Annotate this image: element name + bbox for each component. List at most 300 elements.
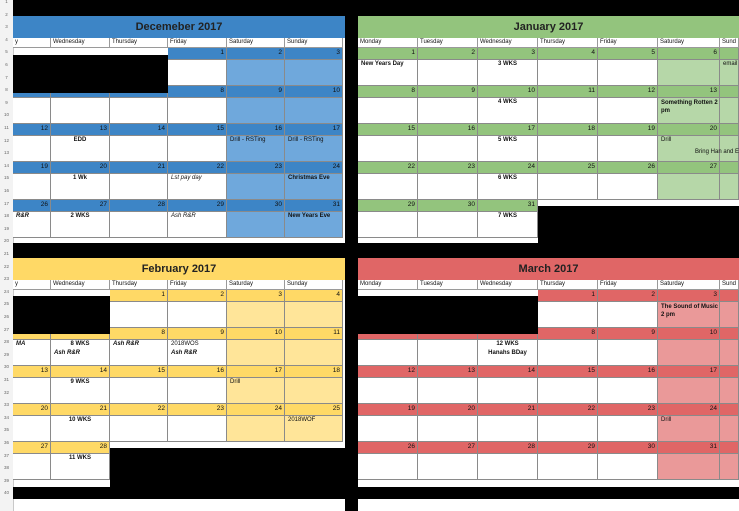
january-day-cell[interactable] bbox=[358, 136, 418, 162]
black-block bbox=[538, 206, 739, 243]
december-dayname: Saturday bbox=[227, 38, 285, 48]
january-day-number[interactable]: 16 bbox=[418, 124, 478, 136]
row-number[interactable]: 31 bbox=[3, 377, 9, 382]
row-number[interactable]: 36 bbox=[3, 440, 9, 445]
december-event: Lst pay day bbox=[171, 175, 202, 181]
january-event: New Years Day bbox=[361, 61, 404, 67]
january-day-cell[interactable] bbox=[358, 174, 418, 200]
march-day-cell[interactable] bbox=[658, 378, 720, 404]
row-number[interactable]: 13 bbox=[3, 150, 9, 156]
black-separator bbox=[13, 243, 739, 258]
january-dayname: Wednesday bbox=[478, 38, 538, 48]
january-day-cell[interactable] bbox=[358, 212, 418, 238]
march-day-number[interactable]: 15 bbox=[538, 366, 598, 378]
march-day-cell[interactable] bbox=[358, 378, 418, 404]
january-day-number[interactable]: 20 bbox=[658, 124, 720, 136]
december-day-cell[interactable] bbox=[227, 136, 285, 162]
february-day-number[interactable]: 16 bbox=[168, 366, 227, 378]
february-dayname: Thursday bbox=[110, 280, 168, 290]
february-day-cell[interactable] bbox=[51, 416, 110, 442]
march-day-number[interactable]: 20 bbox=[418, 404, 478, 416]
march-day-cell[interactable] bbox=[658, 302, 720, 328]
row-number[interactable]: 26 bbox=[3, 314, 9, 319]
black-block bbox=[110, 448, 345, 487]
march-day-cell[interactable] bbox=[598, 302, 658, 328]
row-number[interactable]: 8 bbox=[5, 87, 8, 93]
december-day-number[interactable]: 30 bbox=[227, 200, 285, 212]
march-day-cell[interactable] bbox=[538, 340, 598, 366]
row-number[interactable]: 9 bbox=[5, 99, 8, 105]
december-day-cell[interactable] bbox=[227, 212, 285, 238]
february-day-cell[interactable] bbox=[51, 454, 110, 480]
january-day-cell[interactable] bbox=[358, 60, 418, 86]
row-number[interactable]: 28 bbox=[3, 339, 9, 345]
february-day-number[interactable]: 27 bbox=[13, 442, 51, 454]
december-day-number[interactable]: 22 bbox=[168, 162, 227, 174]
march-day-cell[interactable] bbox=[358, 340, 418, 366]
january-day-number[interactable]: 19 bbox=[598, 124, 658, 136]
february-day-number[interactable]: 18 bbox=[285, 366, 343, 378]
december-event: R&R bbox=[16, 213, 29, 219]
march-day-number[interactable]: 28 bbox=[478, 442, 538, 454]
december-day-number[interactable]: 31 bbox=[285, 200, 343, 212]
january-dayname: Tuesday bbox=[418, 38, 478, 48]
december-day-cell[interactable] bbox=[285, 60, 343, 86]
february-day-cell[interactable] bbox=[110, 378, 168, 404]
december-day-cell[interactable] bbox=[51, 212, 110, 238]
february-day-cell[interactable] bbox=[13, 378, 51, 404]
january-day-number[interactable]: 11 bbox=[538, 86, 598, 98]
row-number[interactable]: 34 bbox=[3, 414, 9, 420]
march-day-number[interactable]: 30 bbox=[598, 442, 658, 454]
december-day-number[interactable]: 17 bbox=[285, 124, 343, 136]
march-day-cell[interactable] bbox=[720, 378, 739, 404]
row-number[interactable]: 18 bbox=[3, 213, 9, 219]
january-day-number[interactable]: 8 bbox=[358, 86, 418, 98]
december-day-number[interactable]: 26 bbox=[13, 200, 51, 212]
row-number[interactable]: 12 bbox=[3, 137, 9, 143]
march-day-number[interactable] bbox=[720, 404, 739, 416]
march-dayname: Wednesday bbox=[478, 280, 538, 290]
row-number[interactable]: 19 bbox=[3, 225, 9, 231]
march-day-number[interactable]: 16 bbox=[598, 366, 658, 378]
february-event: 9 WKS bbox=[70, 379, 90, 385]
february-event: Ash R&R bbox=[171, 350, 198, 356]
march-day-number[interactable]: 1 bbox=[538, 290, 598, 302]
march-day-number[interactable] bbox=[720, 366, 739, 378]
march-day-number[interactable] bbox=[720, 328, 739, 340]
december-day-cell[interactable] bbox=[285, 98, 343, 124]
december-day-cell[interactable] bbox=[168, 136, 227, 162]
march-day-number[interactable]: 14 bbox=[478, 366, 538, 378]
january-day-number[interactable]: 6 bbox=[658, 48, 720, 60]
february-day-number[interactable]: 9 bbox=[168, 328, 227, 340]
december-event: 2 WKS bbox=[70, 213, 90, 219]
row-number[interactable]: 20 bbox=[3, 238, 9, 244]
row-number[interactable]: 39 bbox=[3, 477, 9, 483]
january-day-number[interactable]: 15 bbox=[358, 124, 418, 136]
row-number[interactable]: 22 bbox=[3, 263, 9, 269]
january-day-number[interactable]: 30 bbox=[418, 200, 478, 212]
march-day-number[interactable]: 19 bbox=[358, 404, 418, 416]
march-day-cell[interactable] bbox=[478, 378, 538, 404]
march-day-number[interactable]: 3 bbox=[658, 290, 720, 302]
march-day-number[interactable]: 9 bbox=[598, 328, 658, 340]
january-day-cell[interactable] bbox=[598, 174, 658, 200]
december-day-cell[interactable] bbox=[13, 98, 51, 124]
december-day-number[interactable]: 3 bbox=[285, 48, 343, 60]
march-day-cell[interactable] bbox=[538, 416, 598, 442]
january-event: 7 WKS bbox=[497, 213, 517, 219]
february-day-number[interactable]: 1 bbox=[110, 290, 168, 302]
row-number[interactable]: 32 bbox=[3, 389, 9, 395]
january-day-cell[interactable] bbox=[658, 98, 720, 124]
december-day-cell[interactable] bbox=[285, 136, 343, 162]
december-event: Drill - RSTing bbox=[230, 137, 266, 143]
february-day-cell[interactable] bbox=[227, 416, 285, 442]
december-day-number[interactable]: 14 bbox=[110, 124, 168, 136]
december-day-cell[interactable] bbox=[227, 174, 285, 200]
march-day-cell[interactable] bbox=[418, 416, 478, 442]
march-day-number[interactable]: 24 bbox=[658, 404, 720, 416]
january-event: 4 WKS bbox=[497, 99, 517, 105]
january-day-number[interactable] bbox=[720, 48, 739, 60]
march-day-cell[interactable] bbox=[538, 302, 598, 328]
february-day-cell[interactable] bbox=[168, 302, 227, 328]
january-day-number[interactable]: 1 bbox=[358, 48, 418, 60]
january-day-number[interactable]: 24 bbox=[478, 162, 538, 174]
december-day-number[interactable]: 10 bbox=[285, 86, 343, 98]
february-dayname: Friday bbox=[168, 280, 227, 290]
december-day-number[interactable]: 19 bbox=[13, 162, 51, 174]
january-day-cell[interactable] bbox=[478, 212, 538, 238]
january-day-cell[interactable] bbox=[418, 98, 478, 124]
december-day-cell[interactable] bbox=[285, 212, 343, 238]
march-day-number[interactable] bbox=[720, 290, 739, 302]
december-day-cell[interactable] bbox=[168, 60, 227, 86]
march-day-cell[interactable] bbox=[418, 454, 478, 480]
january-day-number[interactable]: 18 bbox=[538, 124, 598, 136]
black-block bbox=[358, 296, 538, 334]
december-dayname: Friday bbox=[168, 38, 227, 48]
january-day-number[interactable]: 12 bbox=[598, 86, 658, 98]
february-day-cell[interactable] bbox=[168, 416, 227, 442]
december-day-number[interactable]: 29 bbox=[168, 200, 227, 212]
march-dayname: Monday bbox=[358, 280, 418, 290]
january-day-number[interactable]: 22 bbox=[358, 162, 418, 174]
december-day-number[interactable]: 24 bbox=[285, 162, 343, 174]
march-day-cell[interactable] bbox=[720, 340, 739, 366]
january-day-cell[interactable] bbox=[598, 60, 658, 86]
row-number[interactable]: 15 bbox=[3, 175, 9, 181]
february-day-cell[interactable] bbox=[285, 302, 343, 328]
january-day-number[interactable] bbox=[720, 86, 739, 98]
february-day-cell[interactable] bbox=[227, 378, 285, 404]
february-day-cell[interactable] bbox=[13, 416, 51, 442]
march-day-number[interactable]: 2 bbox=[598, 290, 658, 302]
december-day-number[interactable]: 12 bbox=[13, 124, 51, 136]
january-day-cell[interactable] bbox=[598, 136, 658, 162]
february-day-number[interactable]: 10 bbox=[227, 328, 285, 340]
december-day-cell[interactable] bbox=[51, 174, 110, 200]
december-day-number[interactable]: 23 bbox=[227, 162, 285, 174]
february-day-number[interactable]: 11 bbox=[285, 328, 343, 340]
march-day-number[interactable]: 8 bbox=[538, 328, 598, 340]
march-title: March 2017 bbox=[358, 258, 739, 280]
row-number[interactable]: 21 bbox=[3, 251, 9, 256]
january-day-cell[interactable] bbox=[720, 98, 739, 124]
january-day-number[interactable]: 23 bbox=[418, 162, 478, 174]
february-day-cell[interactable] bbox=[51, 340, 110, 366]
row-number[interactable]: 11 bbox=[4, 125, 9, 130]
black-separator bbox=[13, 0, 739, 16]
february-day-cell[interactable] bbox=[110, 302, 168, 328]
january-day-number[interactable]: 26 bbox=[598, 162, 658, 174]
january-extra-note: Bring Han and E bbox=[694, 149, 739, 155]
row-number[interactable]: 33 bbox=[3, 402, 9, 408]
february-day-number[interactable]: 22 bbox=[110, 404, 168, 416]
january-day-cell[interactable] bbox=[598, 98, 658, 124]
row-number[interactable]: 29 bbox=[3, 351, 9, 357]
december-day-number[interactable]: 1 bbox=[168, 48, 227, 60]
row-number[interactable]: 3 bbox=[5, 24, 8, 30]
row-number[interactable]: 1 bbox=[5, 0, 8, 4]
february-day-number[interactable]: 20 bbox=[13, 404, 51, 416]
march-day-cell[interactable] bbox=[720, 302, 739, 328]
december-day-number[interactable]: 13 bbox=[51, 124, 110, 136]
march-day-cell[interactable] bbox=[598, 416, 658, 442]
december-day-cell[interactable] bbox=[13, 174, 51, 200]
january-day-cell[interactable] bbox=[658, 174, 720, 200]
march-day-cell[interactable] bbox=[658, 340, 720, 366]
january-day-number[interactable]: 2 bbox=[418, 48, 478, 60]
december-day-number[interactable]: 20 bbox=[51, 162, 110, 174]
february-day-number[interactable]: 3 bbox=[227, 290, 285, 302]
march-day-cell[interactable] bbox=[418, 378, 478, 404]
january-day-number[interactable]: 5 bbox=[598, 48, 658, 60]
row-number[interactable]: 4 bbox=[5, 36, 8, 42]
march-day-cell[interactable] bbox=[658, 454, 720, 480]
row-number[interactable]: 23 bbox=[3, 276, 9, 282]
january-day-cell[interactable] bbox=[418, 136, 478, 162]
january-day-cell[interactable] bbox=[538, 60, 598, 86]
december-day-cell[interactable] bbox=[110, 174, 168, 200]
march-day-cell[interactable] bbox=[358, 416, 418, 442]
december-day-cell[interactable] bbox=[168, 98, 227, 124]
january-day-cell[interactable] bbox=[538, 174, 598, 200]
january-dayname: Monday bbox=[358, 38, 418, 48]
march-day-number[interactable]: 12 bbox=[358, 366, 418, 378]
row-number[interactable]: 5 bbox=[5, 49, 8, 55]
january-event: 5 WKS bbox=[497, 137, 517, 143]
january-day-cell[interactable] bbox=[720, 60, 739, 86]
march-day-number[interactable]: 26 bbox=[358, 442, 418, 454]
january-day-number[interactable]: 29 bbox=[358, 200, 418, 212]
december-day-cell[interactable] bbox=[51, 98, 110, 124]
march-day-number[interactable] bbox=[720, 442, 739, 454]
row-number[interactable]: 2 bbox=[5, 11, 8, 17]
february-day-cell[interactable] bbox=[110, 416, 168, 442]
february-day-number[interactable]: 14 bbox=[51, 366, 110, 378]
march-day-cell[interactable] bbox=[478, 454, 538, 480]
december-day-cell[interactable] bbox=[110, 136, 168, 162]
february-day-cell[interactable] bbox=[227, 302, 285, 328]
february-day-number[interactable]: 21 bbox=[51, 404, 110, 416]
row-number[interactable]: 35 bbox=[3, 427, 9, 433]
january-day-cell[interactable] bbox=[478, 60, 538, 86]
row-number[interactable]: 27 bbox=[3, 326, 9, 332]
row-number[interactable]: 38 bbox=[3, 465, 9, 471]
january-day-cell[interactable] bbox=[720, 174, 739, 200]
row-number[interactable]: 10 bbox=[3, 112, 9, 118]
march-day-number[interactable]: 10 bbox=[658, 328, 720, 340]
december-day-cell[interactable] bbox=[285, 174, 343, 200]
march-day-cell[interactable] bbox=[478, 416, 538, 442]
february-day-cell[interactable] bbox=[168, 340, 227, 366]
february-day-cell[interactable] bbox=[285, 416, 343, 442]
february-day-number[interactable]: 28 bbox=[51, 442, 110, 454]
january-day-cell[interactable] bbox=[358, 98, 418, 124]
row-number[interactable]: 6 bbox=[5, 62, 8, 67]
december-day-cell[interactable] bbox=[51, 136, 110, 162]
january-day-cell[interactable] bbox=[418, 174, 478, 200]
february-day-cell[interactable] bbox=[227, 340, 285, 366]
february-day-cell[interactable] bbox=[110, 340, 168, 366]
row-number[interactable]: 7 bbox=[5, 74, 8, 80]
december-day-cell[interactable] bbox=[168, 174, 227, 200]
february-day-number[interactable]: 25 bbox=[285, 404, 343, 416]
december-day-cell[interactable] bbox=[227, 60, 285, 86]
december-dayname: Thursday bbox=[110, 38, 168, 48]
row-number[interactable]: 25 bbox=[3, 301, 9, 307]
december-day-number[interactable]: 28 bbox=[110, 200, 168, 212]
december-day-cell[interactable] bbox=[13, 212, 51, 238]
december-day-number[interactable]: 21 bbox=[110, 162, 168, 174]
black-separator bbox=[13, 487, 739, 499]
february-day-number[interactable]: 15 bbox=[110, 366, 168, 378]
row-number[interactable]: 17 bbox=[3, 200, 9, 206]
december-day-number[interactable]: 15 bbox=[168, 124, 227, 136]
january-day-cell[interactable] bbox=[418, 60, 478, 86]
december-day-number[interactable]: 16 bbox=[227, 124, 285, 136]
march-day-number[interactable]: 29 bbox=[538, 442, 598, 454]
december-day-cell[interactable] bbox=[227, 98, 285, 124]
december-event: New Years Eve bbox=[288, 213, 331, 219]
january-day-number[interactable]: 25 bbox=[538, 162, 598, 174]
january-day-number[interactable] bbox=[720, 162, 739, 174]
march-day-cell[interactable] bbox=[598, 340, 658, 366]
february-day-number[interactable]: 2 bbox=[168, 290, 227, 302]
march-day-cell[interactable] bbox=[720, 416, 739, 442]
march-day-number[interactable]: 22 bbox=[538, 404, 598, 416]
january-day-cell[interactable] bbox=[478, 136, 538, 162]
march-day-number[interactable]: 17 bbox=[658, 366, 720, 378]
january-event: Drill bbox=[661, 137, 672, 143]
january-day-number[interactable]: 31 bbox=[478, 200, 538, 212]
january-day-number[interactable]: 3 bbox=[478, 48, 538, 60]
march-day-cell[interactable] bbox=[720, 454, 739, 480]
december-day-number[interactable]: 27 bbox=[51, 200, 110, 212]
black-separator bbox=[345, 16, 358, 511]
february-dayname: Wednesday bbox=[51, 280, 110, 290]
january-event: email bbox=[723, 61, 738, 67]
january-day-number[interactable]: 27 bbox=[658, 162, 720, 174]
january-day-number[interactable]: 17 bbox=[478, 124, 538, 136]
march-day-number[interactable]: 13 bbox=[418, 366, 478, 378]
february-event: 11 WKS bbox=[68, 455, 91, 461]
december-day-number[interactable]: 2 bbox=[227, 48, 285, 60]
january-event: Something Rotten 2 pm bbox=[661, 100, 718, 114]
february-day-cell[interactable] bbox=[13, 454, 51, 480]
february-day-number[interactable]: 17 bbox=[227, 366, 285, 378]
december-day-cell[interactable] bbox=[168, 212, 227, 238]
december-day-number[interactable]: 8 bbox=[168, 86, 227, 98]
january-day-cell[interactable] bbox=[478, 174, 538, 200]
row-number[interactable]: 40 bbox=[3, 490, 9, 496]
january-day-cell[interactable] bbox=[538, 98, 598, 124]
january-day-cell[interactable] bbox=[478, 98, 538, 124]
march-day-cell[interactable] bbox=[418, 340, 478, 366]
february-day-cell[interactable] bbox=[168, 378, 227, 404]
march-day-cell[interactable] bbox=[538, 454, 598, 480]
march-day-number[interactable]: 31 bbox=[658, 442, 720, 454]
january-day-cell[interactable] bbox=[418, 212, 478, 238]
december-day-cell[interactable] bbox=[110, 98, 168, 124]
january-day-number[interactable]: 13 bbox=[658, 86, 720, 98]
february-dayname: Sunday bbox=[285, 280, 343, 290]
february-day-cell[interactable] bbox=[51, 378, 110, 404]
march-day-cell[interactable] bbox=[658, 416, 720, 442]
february-day-cell[interactable] bbox=[285, 340, 343, 366]
march-day-cell[interactable] bbox=[538, 378, 598, 404]
row-number[interactable]: 37 bbox=[3, 452, 9, 458]
march-day-cell[interactable] bbox=[598, 454, 658, 480]
december-day-number[interactable]: 9 bbox=[227, 86, 285, 98]
january-day-number[interactable]: 4 bbox=[538, 48, 598, 60]
march-dayname: Sund bbox=[720, 280, 739, 290]
march-day-number[interactable]: 21 bbox=[478, 404, 538, 416]
february-dayname: Saturday bbox=[227, 280, 285, 290]
row-number[interactable]: 16 bbox=[3, 188, 9, 193]
march-day-cell[interactable] bbox=[358, 454, 418, 480]
february-day-cell[interactable] bbox=[285, 378, 343, 404]
january-day-cell[interactable] bbox=[538, 136, 598, 162]
january-day-cell[interactable] bbox=[658, 60, 720, 86]
december-day-cell[interactable] bbox=[13, 136, 51, 162]
march-day-cell[interactable] bbox=[598, 378, 658, 404]
february-day-number[interactable]: 23 bbox=[168, 404, 227, 416]
january-day-number[interactable]: 10 bbox=[478, 86, 538, 98]
february-day-cell[interactable] bbox=[13, 340, 51, 366]
march-day-cell[interactable] bbox=[478, 340, 538, 366]
march-day-number[interactable]: 27 bbox=[418, 442, 478, 454]
february-day-number[interactable]: 4 bbox=[285, 290, 343, 302]
march-day-number[interactable]: 23 bbox=[598, 404, 658, 416]
january-day-number[interactable]: 9 bbox=[418, 86, 478, 98]
january-dayname: Sund bbox=[720, 38, 739, 48]
december-event: 1 Wk bbox=[72, 175, 87, 181]
january-day-number[interactable] bbox=[720, 124, 739, 136]
february-day-number[interactable]: 13 bbox=[13, 366, 51, 378]
december-dayname: Wednesday bbox=[51, 38, 110, 48]
february-day-number[interactable]: 24 bbox=[227, 404, 285, 416]
row-number[interactable]: 14 bbox=[3, 162, 9, 168]
march-dayname: Thursday bbox=[538, 280, 598, 290]
december-day-cell[interactable] bbox=[110, 212, 168, 238]
row-number[interactable]: 30 bbox=[3, 364, 9, 370]
february-day-number[interactable]: 8 bbox=[110, 328, 168, 340]
row-number[interactable]: 24 bbox=[3, 288, 9, 294]
